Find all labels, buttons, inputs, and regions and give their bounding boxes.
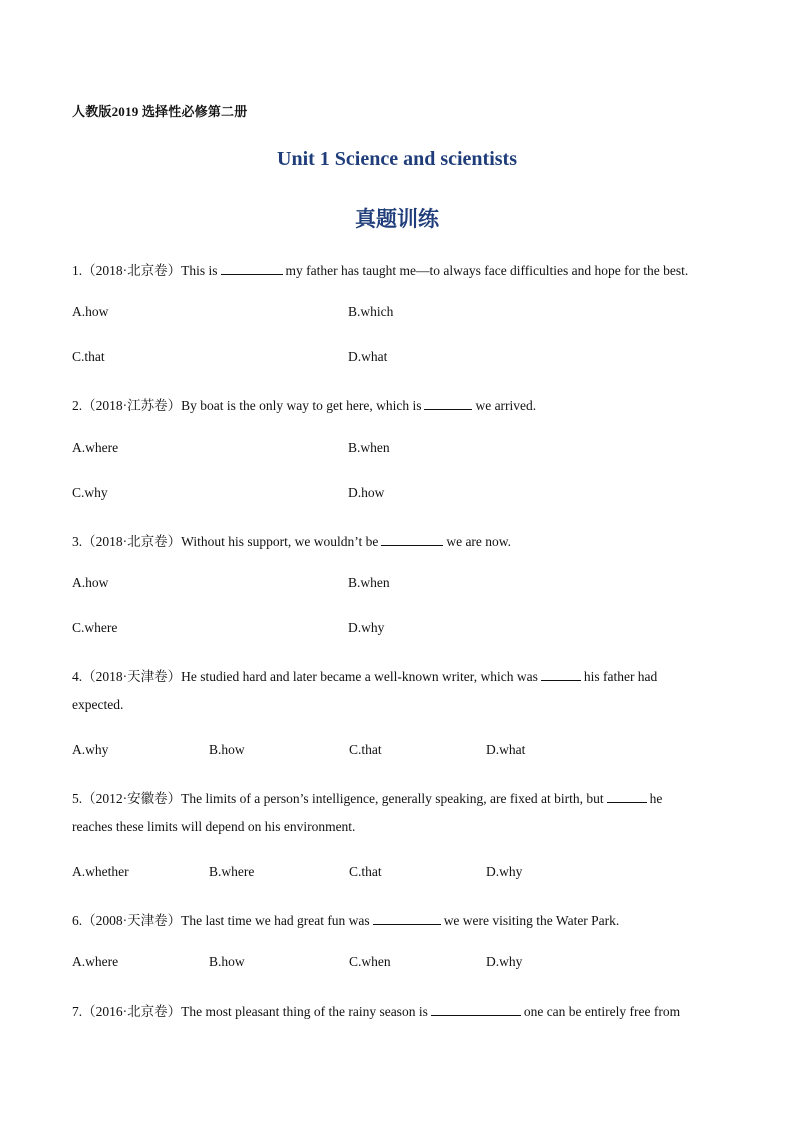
option-b: B.when [348, 575, 390, 590]
option-a: A.whether [72, 864, 129, 879]
question-text: his father had [583, 669, 658, 684]
option-d: D.why [486, 954, 523, 969]
question-2 [72, 394, 536, 414]
answer-blank [431, 1003, 521, 1016]
question-text: 1.（2018·北京卷）This is [72, 263, 218, 278]
question-text: 3.（2018·北京卷）Without his support, we wouldn’t be [72, 534, 379, 549]
question-6 [72, 909, 619, 929]
answer-blank [221, 262, 283, 275]
question-1 [72, 259, 688, 279]
question-5-continued: reaches these limits will depend on his environment. [72, 819, 356, 834]
answer-blank [541, 668, 581, 681]
question-text: we arrived. [475, 398, 537, 413]
option-d: D.what [486, 742, 526, 757]
question-text: 7.（2016·北京卷）The most pleasant thing of the rainy season is [72, 1004, 428, 1019]
option-a: A.how [72, 304, 109, 319]
option-d: D.what [348, 349, 388, 364]
option-b: B.how [209, 954, 245, 969]
question-3 [72, 530, 511, 550]
option-c: C.that [349, 742, 382, 757]
question-text: 5.（2012·安徽卷）The limits of a person’s intelligence, generally speaking, are fixed at birth, but [72, 791, 604, 806]
question-text: 4.（2018·天津卷）He studied hard and later became a well-known writer, which was [72, 669, 538, 684]
answer-blank [381, 533, 443, 546]
option-a: A.where [72, 440, 119, 455]
question-7 [72, 1000, 680, 1020]
option-b: B.which [348, 304, 394, 319]
question-text: we were visiting the Water Park. [443, 913, 620, 928]
option-c: C.that [72, 349, 105, 364]
answer-blank [607, 790, 647, 803]
option-d: D.why [486, 864, 523, 879]
option-a: A.where [72, 954, 119, 969]
question-5 [72, 787, 662, 807]
answer-blank [424, 397, 472, 410]
option-a: A.how [72, 575, 109, 590]
question-text: 2.（2018·江苏卷）By boat is the only way to get here, which is [72, 398, 422, 413]
option-b: B.how [209, 742, 245, 757]
question-4-continued: expected. [72, 697, 124, 712]
question-text: we are now. [446, 534, 512, 549]
unit-title: Unit 1 Science and scientists [277, 148, 517, 170]
question-text: one can be entirely free from [523, 1004, 681, 1019]
question-4 [72, 665, 657, 685]
question-text: 6.（2008·天津卷）The last time we had great fun was [72, 913, 370, 928]
option-d: D.why [348, 620, 385, 635]
section-title: 真题训练 [355, 207, 439, 231]
question-text: my father has taught me—to always face difficulties and hope for the best. [285, 263, 689, 278]
textbook-label: 人教版2019 选择性必修第二册 [72, 104, 248, 119]
option-b: B.where [209, 864, 255, 879]
option-c: C.where [72, 620, 118, 635]
option-c: C.that [349, 864, 382, 879]
option-b: B.when [348, 440, 390, 455]
answer-blank [373, 912, 441, 925]
option-c: C.when [349, 954, 391, 969]
option-c: C.why [72, 485, 108, 500]
option-d: D.how [348, 485, 385, 500]
question-text: he [649, 791, 663, 806]
option-a: A.why [72, 742, 109, 757]
